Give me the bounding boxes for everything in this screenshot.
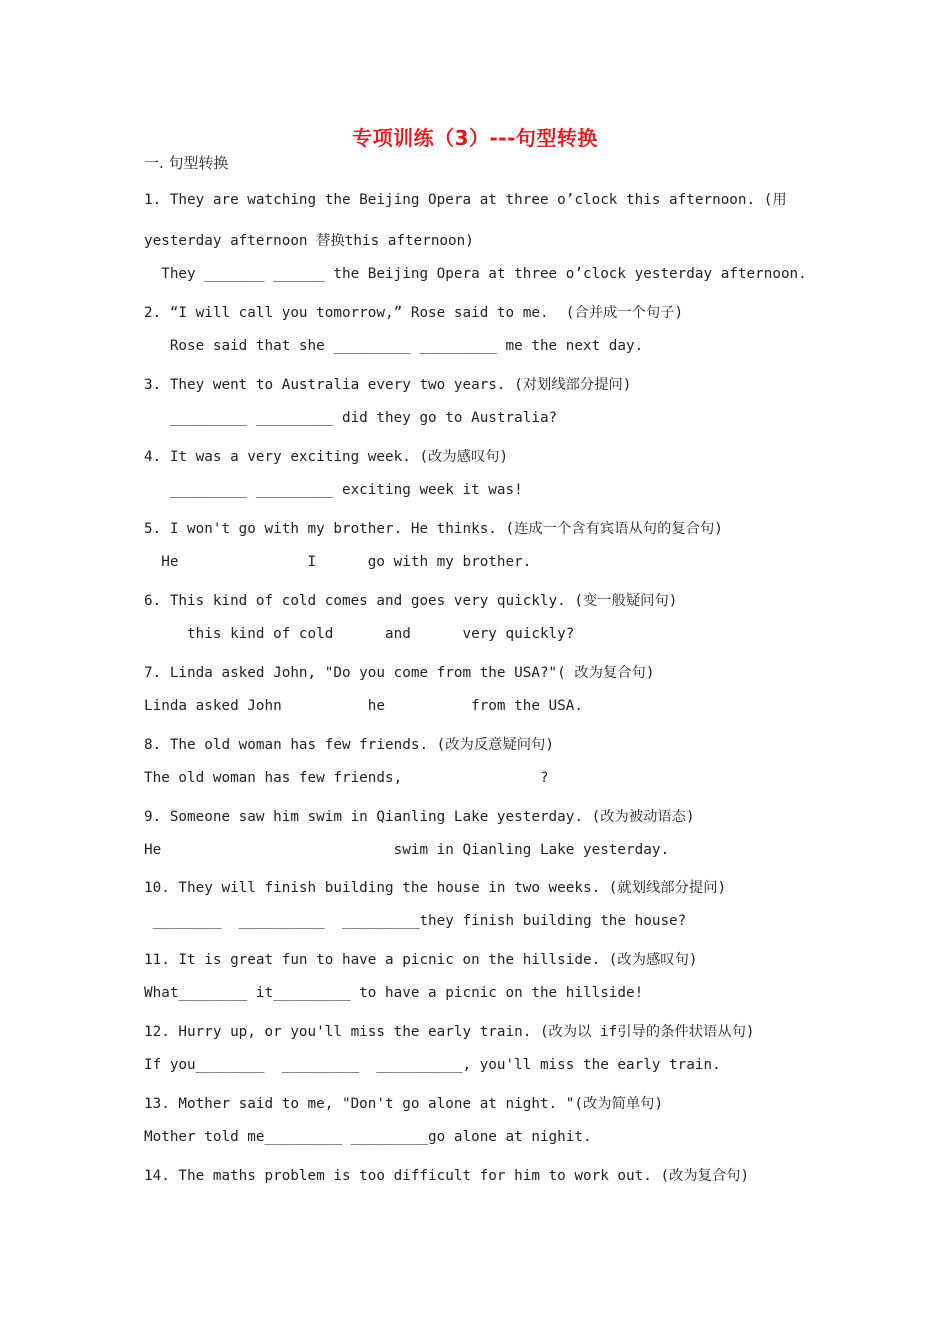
exercise-line: 9. Someone saw him swim in Qianling Lake yesterday. (改为被动语态): [144, 809, 695, 825]
exercise-line: 7. Linda asked John, "Do you come from the USA?"( 改为复合句): [144, 665, 655, 681]
exercise-line: _________ _________ did they go to Australia?: [144, 410, 558, 426]
exercise-line: 12. Hurry up, or you'll miss the early train. (改为以 if引导的条件状语从句): [144, 1024, 755, 1040]
exercise-line: 14. The maths problem is too difficult for him to work out. (改为复合句): [144, 1168, 750, 1184]
exercise-line: He swim in Qianling Lake yesterday.: [144, 842, 670, 858]
exercise-line: Mother told me_________ _________go alone at nighit.: [144, 1129, 592, 1145]
exercise-line: 3. They went to Australia every two years. (对划线部分提问): [144, 377, 632, 393]
exercise-line: 13. Mother said to me, "Don't go alone at night. "(改为简单句): [144, 1096, 664, 1112]
exercise-line: Rose said that she _________ _________ me the next day.: [144, 338, 644, 354]
exercise-line: Linda asked John he from the USA.: [144, 698, 583, 714]
exercise-line: 4. It was a very exciting week. (改为感叹句): [144, 449, 509, 465]
exercise-line: _________ _________ exciting week it was!: [144, 482, 523, 498]
page-title: 专项训练（3）---句型转换: [352, 126, 598, 150]
exercise-line: 6. This kind of cold comes and goes very quickly. (变一般疑问句): [144, 593, 678, 609]
exercise-line: this kind of cold and very quickly?: [144, 626, 575, 642]
exercise-line: The old woman has few friends, ?: [144, 770, 549, 786]
exercise-line: 1. They are watching the Beijing Opera at three o’clock this afternoon. (用: [144, 192, 787, 208]
exercise-line: yesterday afternoon 替换this afternoon): [144, 233, 474, 249]
exercise-line: 2. “I will call you tomorrow,” Rose said to me. (合并成一个句子): [144, 305, 684, 321]
exercise-line: ________ __________ _________they finish building the house?: [144, 913, 687, 929]
exercise-line: 10. They will finish building the house in two weeks. (就划线部分提问): [144, 880, 727, 896]
exercise-line: 5. I won't go with my brother. He thinks. (连成一个含有宾语从句的复合句): [144, 521, 723, 537]
section-heading: 一. 句型转换: [144, 154, 229, 172]
exercise-line: 8. The old woman has few friends. (改为反意疑问句): [144, 737, 554, 753]
exercise-line: If you________ _________ __________, you'll miss the early train.: [144, 1057, 721, 1073]
exercise-line: What________ it_________ to have a picnic on the hillside!: [144, 985, 644, 1001]
exercise-line: They _______ ______ the Beijing Opera at three o’clock yesterday afternoon.: [144, 266, 807, 282]
exercise-line: 11. It is great fun to have a picnic on the hillside. (改为感叹句): [144, 952, 698, 968]
exercise-line: He I go with my brother.: [144, 554, 532, 570]
